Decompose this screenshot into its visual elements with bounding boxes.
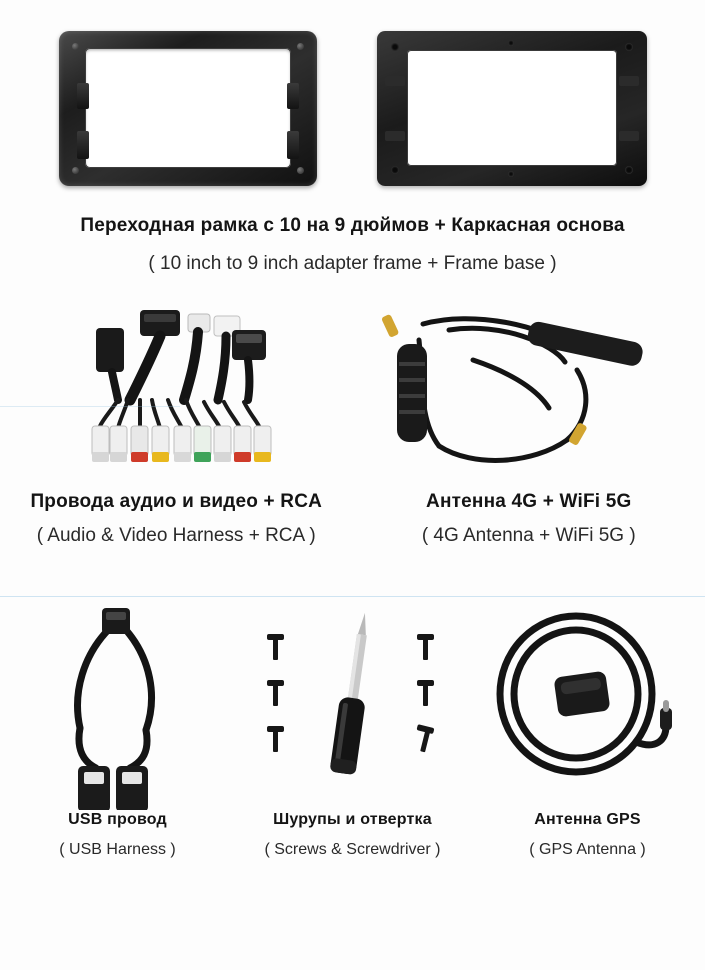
frame-tab: [385, 76, 405, 86]
frame-mount-hole: [391, 43, 399, 51]
frame-mount-hole: [625, 166, 633, 174]
frame-notch: [287, 131, 299, 159]
frame-screw-hole: [297, 167, 304, 174]
usb-cable-icon: [0, 600, 235, 810]
watermark-line-secondary: [0, 406, 180, 407]
frames-caption: [0, 214, 705, 276]
frames-row: [0, 0, 705, 188]
antenna-caption-en: ( 4G Antenna + WiFi 5G ): [421, 524, 636, 546]
wire-harness-rca-icon: [0, 300, 353, 490]
frame-matte-icon: [377, 31, 647, 186]
frame-notch: [77, 131, 89, 159]
section-frames: [0, 0, 705, 300]
section-harness-antenna: [0, 300, 705, 600]
gps-caption-en: ( GPS Antenna ): [529, 841, 646, 858]
frame-mount-hole: [391, 166, 399, 174]
screws-caption-en: ( Screws & Screwdriver ): [264, 841, 441, 858]
watermark-line: [0, 596, 705, 597]
gps-antenna-icon: [470, 600, 705, 810]
frame-mount-hole: [508, 40, 514, 46]
antenna-4g-wifi-icon: [353, 300, 705, 490]
frame-notch: [77, 83, 89, 109]
frame-mount-hole: [508, 171, 514, 177]
item-screws-screwdriver: [235, 600, 470, 930]
usb-caption-en: ( USB Harness ): [59, 841, 176, 858]
frame-tab: [619, 131, 639, 141]
frames-caption-ru: Переходная рамка с 10 на 9 дюймов + Каркасная основа: [80, 215, 625, 236]
frame-glossy-icon: [59, 31, 317, 186]
frame-screw-hole: [72, 43, 79, 50]
frame-tab: [619, 76, 639, 86]
antenna-caption-ru: Антенна 4G + WiFi 5G: [426, 491, 632, 512]
item-4g-wifi-antenna: [353, 300, 705, 600]
frame-screw-hole: [297, 43, 304, 50]
frame-mount-hole: [625, 43, 633, 51]
section-accessories: [0, 600, 705, 930]
frame-screw-hole: [72, 167, 79, 174]
item-audio-video-harness: [0, 300, 353, 600]
harness-caption-ru: Провода аудио и видео + RCA: [30, 491, 323, 512]
frame-tab: [385, 131, 405, 141]
harness-caption-en: ( Audio & Video Harness + RCA ): [36, 524, 316, 546]
frame-notch: [287, 83, 299, 109]
gps-caption-ru: Антенна GPS: [534, 811, 641, 828]
screws-caption-ru: Шурупы и отвертка: [273, 811, 432, 828]
screwdriver-screws-icon: [235, 600, 470, 810]
item-usb-harness: [0, 600, 235, 930]
usb-caption-ru: USB провод: [68, 811, 167, 828]
frames-caption-en: ( 10 inch to 9 inch adapter frame + Frame base ): [148, 252, 557, 274]
item-gps-antenna: [470, 600, 705, 930]
